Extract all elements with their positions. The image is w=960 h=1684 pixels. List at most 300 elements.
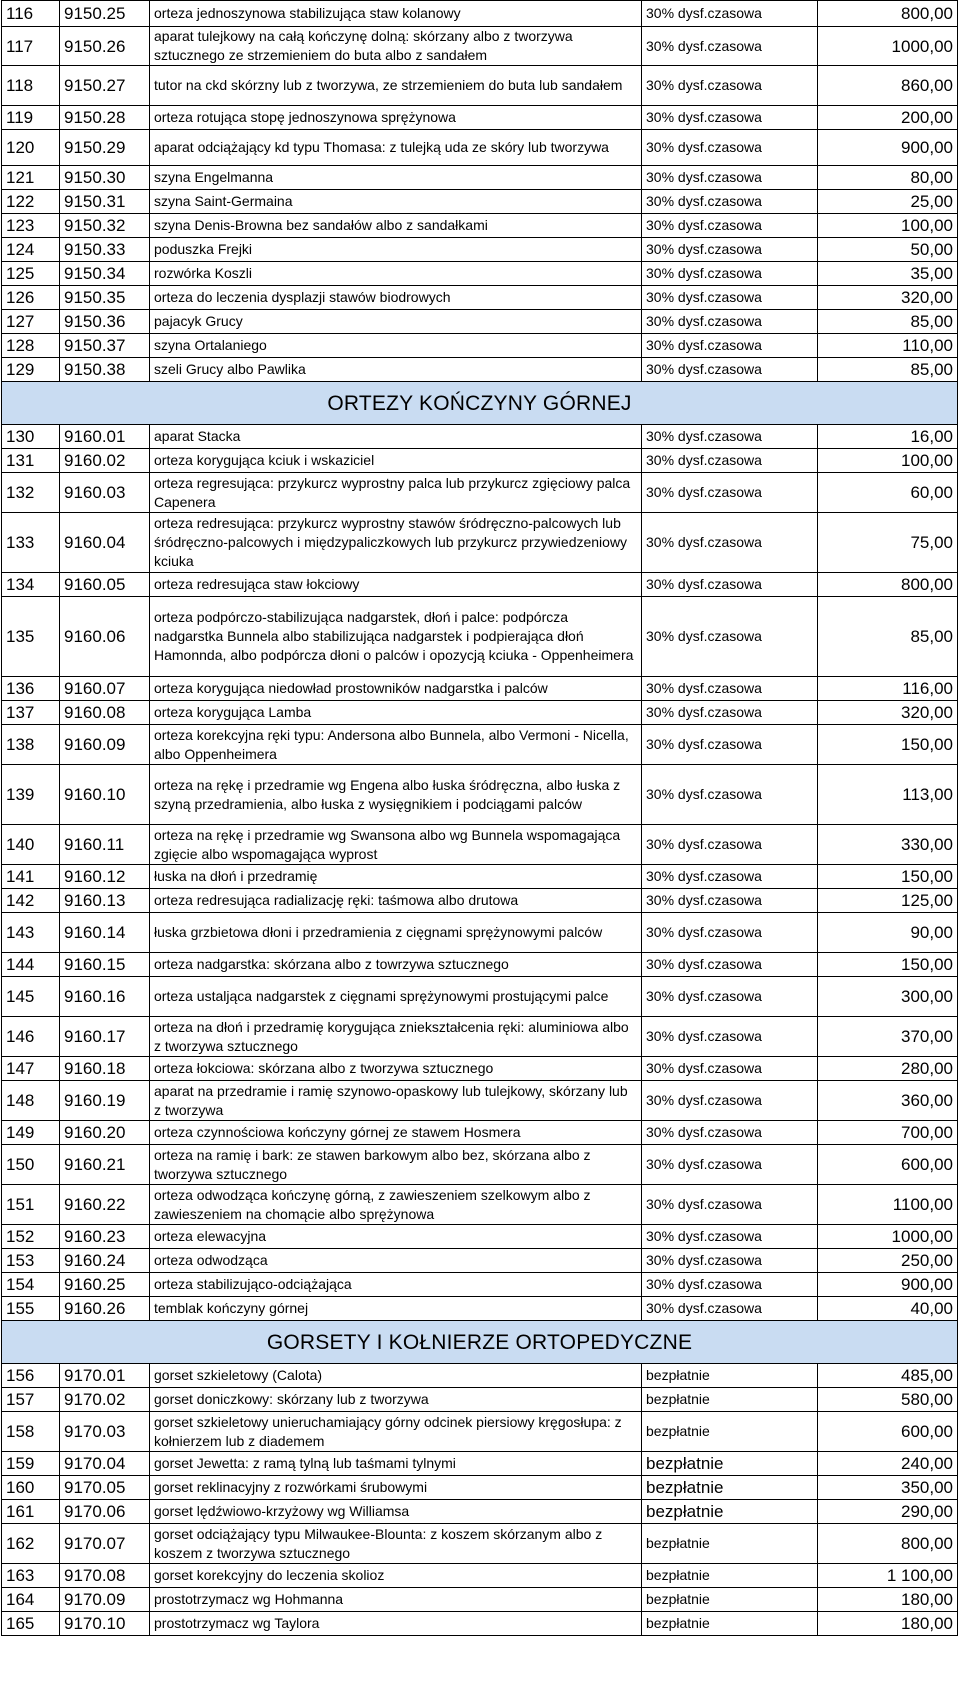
table-row [2,214,958,238]
price: 240,00 [818,1452,958,1476]
price: 280,00 [818,1057,958,1081]
product-code: 9150.28 [60,106,150,130]
reimbursement-limit: 30% dysf.czasowa [642,66,818,106]
row-number: 153 [2,1249,60,1273]
row-number: 146 [2,1017,60,1057]
table-row [2,913,958,953]
table-row [2,1388,958,1412]
price: 100,00 [818,214,958,238]
price: 800,00 [818,573,958,597]
product-code: 9150.36 [60,310,150,334]
row-number: 136 [2,677,60,701]
price: 35,00 [818,262,958,286]
section-title: GORSETY I KOŁNIERZE ORTOPEDYCZNE [2,1321,958,1364]
table-row [2,1588,958,1612]
table-row [2,1524,958,1564]
price-list-table [1,0,958,1636]
product-code: 9160.05 [60,573,150,597]
product-code: 9150.30 [60,166,150,190]
reimbursement-limit: 30% dysf.czasowa [642,513,818,573]
table-row [2,1452,958,1476]
price: 100,00 [818,449,958,473]
reimbursement-limit: 30% dysf.czasowa [642,473,818,513]
row-number: 131 [2,449,60,473]
product-name: gorset Jewetta: z ramą tylną lub taśmami tylnymi [150,1452,642,1476]
row-number: 160 [2,1476,60,1500]
reimbursement-limit: 30% dysf.czasowa [642,214,818,238]
product-code: 9170.02 [60,1388,150,1412]
reimbursement-limit: 30% dysf.czasowa [642,1017,818,1057]
reimbursement-limit: 30% dysf.czasowa [642,1121,818,1145]
reimbursement-limit: 30% dysf.czasowa [642,1081,818,1121]
price: 75,00 [818,513,958,573]
price: 290,00 [818,1500,958,1524]
row-number: 147 [2,1057,60,1081]
row-number: 156 [2,1364,60,1388]
reimbursement-limit: 30% dysf.czasowa [642,166,818,190]
table-row [2,1364,958,1388]
table-row [2,1564,958,1588]
price: 25,00 [818,190,958,214]
reimbursement-limit: bezpłatnie [642,1476,818,1500]
reimbursement-limit: 30% dysf.czasowa [642,597,818,677]
table-row [2,765,958,825]
row-number: 138 [2,725,60,765]
table-row [2,1412,958,1452]
product-name: aparat na przedramie i ramię szynowo-opaskowy lub tulejkowy, skórzany lub z tworzywa [150,1081,642,1121]
reimbursement-limit: 30% dysf.czasowa [642,334,818,358]
product-name: poduszka Frejki [150,238,642,262]
table-row [2,1225,958,1249]
product-code: 9160.24 [60,1249,150,1273]
row-number: 121 [2,166,60,190]
product-code: 9160.03 [60,473,150,513]
row-number: 141 [2,865,60,889]
reimbursement-limit: 30% dysf.czasowa [642,1297,818,1321]
product-code: 9160.18 [60,1057,150,1081]
section-title: ORTEZY KOŃCZYNY GÓRNEJ [2,382,958,425]
table-row [2,1297,958,1321]
reimbursement-limit: 30% dysf.czasowa [642,425,818,449]
table-row [2,865,958,889]
reimbursement-limit: 30% dysf.czasowa [642,865,818,889]
table-row [2,597,958,677]
reimbursement-limit: bezpłatnie [642,1500,818,1524]
reimbursement-limit: bezpłatnie [642,1364,818,1388]
table-row [2,677,958,701]
reimbursement-limit: 30% dysf.czasowa [642,1249,818,1273]
product-name: gorset szkieletowy (Calota) [150,1364,642,1388]
row-number: 145 [2,977,60,1017]
product-name: orteza łokciowa: skórzana albo z tworzywa sztucznego [150,1057,642,1081]
product-code: 9160.14 [60,913,150,953]
row-number: 164 [2,1588,60,1612]
section-header [2,1321,958,1364]
price: 1100,00 [818,1185,958,1225]
reimbursement-limit: bezpłatnie [642,1452,818,1476]
product-code: 9160.20 [60,1121,150,1145]
product-name: łuska grzbietowa dłoni i przedramienia z cięgnami sprężynowymi palców [150,913,642,953]
row-number: 126 [2,286,60,310]
price: 50,00 [818,238,958,262]
price: 320,00 [818,701,958,725]
product-name: gorset odciążający typu Milwaukee-Blounta: z koszem skórzanym albo z koszem z tworzywa sztucznego [150,1524,642,1564]
product-name: prostotrzymacz wg Taylora [150,1612,642,1636]
price: 485,00 [818,1364,958,1388]
row-number: 158 [2,1412,60,1452]
table-row [2,1057,958,1081]
price: 370,00 [818,1017,958,1057]
reimbursement-limit: 30% dysf.czasowa [642,310,818,334]
product-code: 9170.09 [60,1588,150,1612]
product-name: orteza na ramię i bark: ze stawen barkowym albo bez, skórzana albo z tworzywa sztucznego [150,1145,642,1185]
product-name: aparat tulejkowy na całą kończynę dolną: skórzany albo z tworzywa sztucznego ze strzemieniem do buta albo z sandałem [150,27,642,66]
product-name: szyna Engelmanna [150,166,642,190]
price: 900,00 [818,1273,958,1297]
row-number: 152 [2,1225,60,1249]
reimbursement-limit: 30% dysf.czasowa [642,1273,818,1297]
price: 85,00 [818,597,958,677]
row-number: 135 [2,597,60,677]
table-row [2,1476,958,1500]
product-code: 9160.01 [60,425,150,449]
product-code: 9150.38 [60,358,150,382]
price: 180,00 [818,1612,958,1636]
product-code: 9160.19 [60,1081,150,1121]
product-name: orteza ustaljąca nadgarstek z cięgnami sprężynowymi prostującymi palce [150,977,642,1017]
row-number: 130 [2,425,60,449]
table-row [2,449,958,473]
row-number: 151 [2,1185,60,1225]
price: 600,00 [818,1145,958,1185]
product-code: 9170.04 [60,1452,150,1476]
reimbursement-limit: 30% dysf.czasowa [642,1,818,27]
row-number: 124 [2,238,60,262]
product-code: 9160.22 [60,1185,150,1225]
price: 860,00 [818,66,958,106]
product-name: prostotrzymacz wg Hohmanna [150,1588,642,1612]
table-row [2,425,958,449]
reimbursement-limit: 30% dysf.czasowa [642,825,818,865]
table-row [2,953,958,977]
reimbursement-limit: 30% dysf.czasowa [642,701,818,725]
price: 350,00 [818,1476,958,1500]
product-name: tutor na ckd skórzny lub z tworzywa, ze strzemieniem do buta lub sandałem [150,66,642,106]
product-code: 9160.23 [60,1225,150,1249]
reimbursement-limit: 30% dysf.czasowa [642,1145,818,1185]
reimbursement-limit: 30% dysf.czasowa [642,1057,818,1081]
row-number: 159 [2,1452,60,1476]
product-name: orteza na rękę i przedramie wg Swansona albo wg Bunnela wspomagająca zgięcie albo wspomagająca wyprost [150,825,642,865]
reimbursement-limit: 30% dysf.czasowa [642,913,818,953]
product-code: 9160.25 [60,1273,150,1297]
price: 360,00 [818,1081,958,1121]
table-row [2,473,958,513]
product-name: szeli Grucy albo Pawlika [150,358,642,382]
price: 85,00 [818,358,958,382]
row-number: 132 [2,473,60,513]
product-name: szyna Saint-Germaina [150,190,642,214]
table-row [2,166,958,190]
product-code: 9170.06 [60,1500,150,1524]
product-name: orteza odwodząca kończynę górną, z zawieszeniem szelkowym albo z zawieszeniem na chomącie albo sprężynowa [150,1185,642,1225]
product-code: 9160.26 [60,1297,150,1321]
product-name: orteza odwodząca [150,1249,642,1273]
product-name: orteza stabilizująco-odciążająca [150,1273,642,1297]
product-code: 9160.04 [60,513,150,573]
reimbursement-limit: 30% dysf.czasowa [642,358,818,382]
row-number: 162 [2,1524,60,1564]
product-name: aparat Stacka [150,425,642,449]
price: 90,00 [818,913,958,953]
price: 250,00 [818,1249,958,1273]
table-row [2,190,958,214]
reimbursement-limit: 30% dysf.czasowa [642,1185,818,1225]
price: 80,00 [818,166,958,190]
table-row [2,262,958,286]
price: 85,00 [818,310,958,334]
reimbursement-limit: 30% dysf.czasowa [642,765,818,825]
product-name: orteza do leczenia dysplazji stawów biodrowych [150,286,642,310]
row-number: 165 [2,1612,60,1636]
table-row [2,66,958,106]
product-code: 9150.35 [60,286,150,310]
reimbursement-limit: bezpłatnie [642,1564,818,1588]
reimbursement-limit: 30% dysf.czasowa [642,725,818,765]
reimbursement-limit: 30% dysf.czasowa [642,449,818,473]
product-name: orteza na rękę i przedramie wg Engena albo łuska śródręczna, albo łuska z szyną przedramienia, albo łuska z wysięgnikiem i podciągami palców [150,765,642,825]
reimbursement-limit: bezpłatnie [642,1412,818,1452]
price: 1 100,00 [818,1564,958,1588]
product-name: rozwórka Koszli [150,262,642,286]
row-number: 154 [2,1273,60,1297]
product-name: orteza czynnościowa kończyny górnej ze stawem Hosmera [150,1121,642,1145]
product-name: szyna Denis-Browna bez sandałów albo z sandałkami [150,214,642,238]
price: 200,00 [818,106,958,130]
reimbursement-limit: 30% dysf.czasowa [642,130,818,166]
product-code: 9160.07 [60,677,150,701]
table-row [2,1121,958,1145]
price: 330,00 [818,825,958,865]
product-name: łuska na dłoń i przedramię [150,865,642,889]
product-code: 9170.08 [60,1564,150,1588]
reimbursement-limit: bezpłatnie [642,1612,818,1636]
table-row [2,889,958,913]
product-code: 9150.31 [60,190,150,214]
table-row [2,310,958,334]
reimbursement-limit: bezpłatnie [642,1388,818,1412]
product-code: 9160.12 [60,865,150,889]
price: 110,00 [818,334,958,358]
row-number: 129 [2,358,60,382]
product-code: 9160.11 [60,825,150,865]
table-row [2,238,958,262]
price: 300,00 [818,977,958,1017]
product-name: gorset doniczkowy: skórzany lub z tworzywa [150,1388,642,1412]
product-name: orteza elewacyjna [150,1225,642,1249]
product-code: 9160.21 [60,1145,150,1185]
product-code: 9150.37 [60,334,150,358]
table-row [2,1017,958,1057]
product-name: orteza redresująca radializację ręki: taśmowa albo drutowa [150,889,642,913]
row-number: 118 [2,66,60,106]
product-name: orteza na dłoń i przedramię korygująca zniekształcenia ręki: aluminiowa albo z tworzywa sztucznego [150,1017,642,1057]
reimbursement-limit: bezpłatnie [642,1524,818,1564]
table-row [2,825,958,865]
product-code: 9150.26 [60,27,150,66]
table-row [2,1273,958,1297]
row-number: 120 [2,130,60,166]
product-code: 9150.27 [60,66,150,106]
price: 700,00 [818,1121,958,1145]
row-number: 134 [2,573,60,597]
reimbursement-limit: 30% dysf.czasowa [642,889,818,913]
product-name: gorset korekcyjny do leczenia skolioz [150,1564,642,1588]
product-code: 9170.05 [60,1476,150,1500]
product-code: 9170.07 [60,1524,150,1564]
product-name: orteza podpórczo-stabilizująca nadgarstek, dłoń i palce: podpórcza nadgarstka Bunnela albo stabilizująca nadgarstek i podpierająca dłoń Hamonnda, albo podpórcza dłoni o palców i opozycją kciuka - Oppenheimera [150,597,642,677]
table-row [2,1185,958,1225]
table-row [2,513,958,573]
product-name: gorset reklinacyjny z rozwórkami śrubowymi [150,1476,642,1500]
row-number: 161 [2,1500,60,1524]
reimbursement-limit: 30% dysf.czasowa [642,286,818,310]
table-row [2,106,958,130]
product-code: 9160.15 [60,953,150,977]
product-name: orteza nadgarstka: skórzana albo z towrzywa sztucznego [150,953,642,977]
product-code: 9150.29 [60,130,150,166]
reimbursement-limit: bezpłatnie [642,1588,818,1612]
price: 150,00 [818,865,958,889]
product-code: 9170.10 [60,1612,150,1636]
row-number: 119 [2,106,60,130]
product-name: gorset szkieletowy unieruchamiający górny odcinek piersiowy kręgosłupa: z kołnierzem lub z diademem [150,1412,642,1452]
price: 113,00 [818,765,958,825]
product-name: orteza regresująca: przykurcz wyprostny palca lub przykurcz zgięciowy palca Capenera [150,473,642,513]
table-row [2,1,958,27]
price: 60,00 [818,473,958,513]
reimbursement-limit: 30% dysf.czasowa [642,190,818,214]
product-name: szyna Ortalaniego [150,334,642,358]
table-row [2,1500,958,1524]
row-number: 117 [2,27,60,66]
row-number: 128 [2,334,60,358]
table-row [2,1081,958,1121]
price: 16,00 [818,425,958,449]
price: 320,00 [818,286,958,310]
reimbursement-limit: 30% dysf.czasowa [642,573,818,597]
reimbursement-limit: 30% dysf.czasowa [642,262,818,286]
price: 116,00 [818,677,958,701]
price: 125,00 [818,889,958,913]
product-name: orteza redresująca staw łokciowy [150,573,642,597]
product-name: gorset lędźwiowo-krzyżowy wg Williamsa [150,1500,642,1524]
product-code: 9160.16 [60,977,150,1017]
table-row [2,334,958,358]
section-header [2,382,958,425]
product-name: orteza korygująca niedowład prostowników nadgarstka i palców [150,677,642,701]
table-row [2,286,958,310]
row-number: 142 [2,889,60,913]
product-name: orteza rotująca stopę jednoszynowa sprężynowa [150,106,642,130]
price: 1000,00 [818,27,958,66]
row-number: 125 [2,262,60,286]
product-code: 9170.01 [60,1364,150,1388]
row-number: 127 [2,310,60,334]
row-number: 163 [2,1564,60,1588]
product-name: temblak kończyny górnej [150,1297,642,1321]
price: 600,00 [818,1412,958,1452]
table-row [2,1612,958,1636]
table-row [2,130,958,166]
price: 40,00 [818,1297,958,1321]
product-code: 9160.17 [60,1017,150,1057]
product-name: orteza jednoszynowa stabilizująca staw kolanowy [150,1,642,27]
row-number: 144 [2,953,60,977]
reimbursement-limit: 30% dysf.czasowa [642,677,818,701]
row-number: 140 [2,825,60,865]
price-list-body [2,1,958,1636]
row-number: 139 [2,765,60,825]
product-code: 9150.25 [60,1,150,27]
product-name: orteza redresująca: przykurcz wyprostny stawów śródręczno-palcowych lub śródręczno-palcowych i międzypaliczkowych lub przykurcz przywiedzeniowy kciuka [150,513,642,573]
product-name: orteza korygująca Lamba [150,701,642,725]
row-number: 137 [2,701,60,725]
product-code: 9160.06 [60,597,150,677]
table-row [2,977,958,1017]
product-name: pajacyk Grucy [150,310,642,334]
price: 150,00 [818,725,958,765]
product-code: 9160.08 [60,701,150,725]
product-code: 9150.32 [60,214,150,238]
product-code: 9160.02 [60,449,150,473]
price: 800,00 [818,1,958,27]
table-row [2,573,958,597]
table-row [2,27,958,66]
row-number: 143 [2,913,60,953]
reimbursement-limit: 30% dysf.czasowa [642,238,818,262]
row-number: 150 [2,1145,60,1185]
row-number: 148 [2,1081,60,1121]
price: 580,00 [818,1388,958,1412]
row-number: 155 [2,1297,60,1321]
reimbursement-limit: 30% dysf.czasowa [642,27,818,66]
product-code: 9170.03 [60,1412,150,1452]
reimbursement-limit: 30% dysf.czasowa [642,953,818,977]
row-number: 116 [2,1,60,27]
row-number: 157 [2,1388,60,1412]
reimbursement-limit: 30% dysf.czasowa [642,1225,818,1249]
table-row [2,1249,958,1273]
table-row [2,725,958,765]
product-code: 9160.13 [60,889,150,913]
table-row [2,1145,958,1185]
reimbursement-limit: 30% dysf.czasowa [642,106,818,130]
price: 900,00 [818,130,958,166]
price: 180,00 [818,1588,958,1612]
product-code: 9150.33 [60,238,150,262]
product-name: orteza korygująca kciuk i wskaziciel [150,449,642,473]
product-code: 9160.10 [60,765,150,825]
table-row [2,358,958,382]
product-name: aparat odciążający kd typu Thomasa: z tulejką uda ze skóry lub tworzywa [150,130,642,166]
price: 1000,00 [818,1225,958,1249]
row-number: 133 [2,513,60,573]
price: 150,00 [818,953,958,977]
product-code: 9150.34 [60,262,150,286]
row-number: 122 [2,190,60,214]
table-row [2,701,958,725]
